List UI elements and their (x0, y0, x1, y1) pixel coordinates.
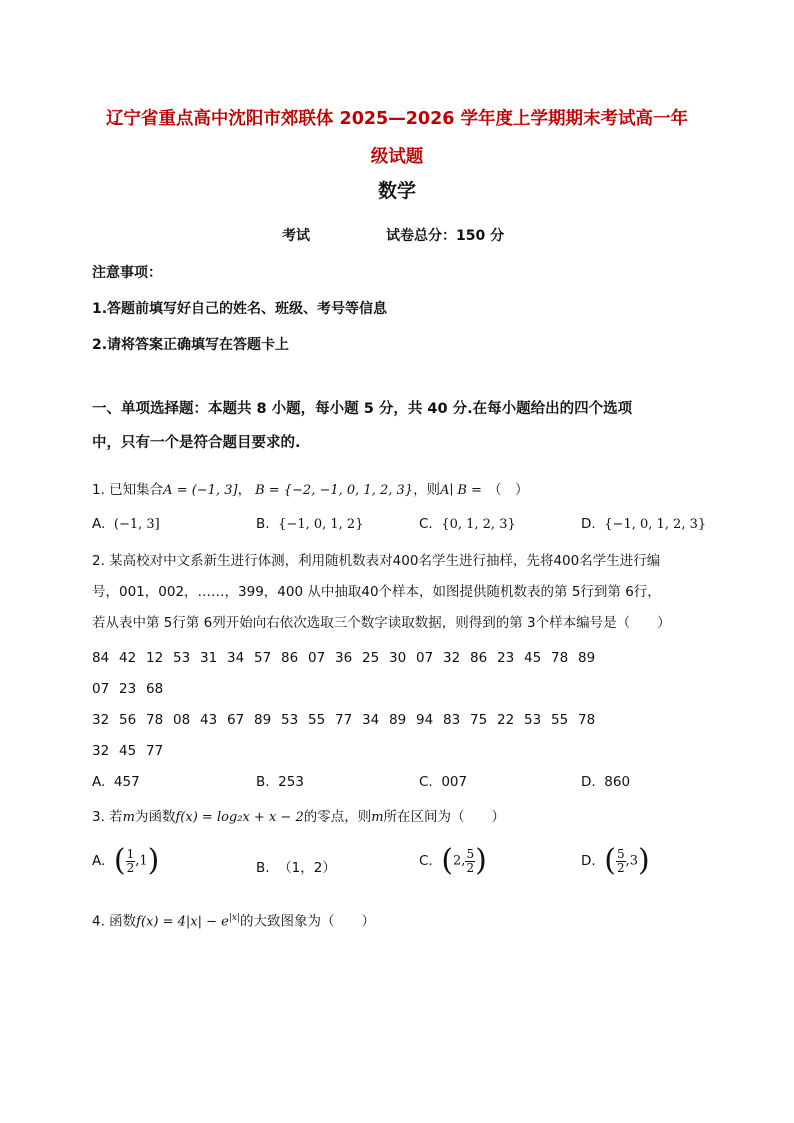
random-number-cell: 53 (281, 712, 299, 728)
q2-option-b (256, 774, 304, 790)
q4-function: f(x) = 4|x| − e (136, 914, 229, 930)
fraction: $\frac{1}{2}$ (126, 846, 135, 875)
random-number-cell: 75 (470, 712, 488, 728)
random-number-cell: 77 (146, 743, 164, 759)
random-number-cell: 07 (308, 650, 326, 666)
fraction: $\frac{5}{2}$ (466, 846, 475, 875)
random-number-cell: 53 (524, 712, 542, 728)
q2-line-3: 若从表中第 5行第 6列开始向右依次选取三个数字读取数据，则得到的第 3个样本编号是（ ） (92, 615, 671, 631)
q2-option-c (419, 774, 467, 790)
random-number-cell: 07 (416, 650, 434, 666)
random-number-cell: 89 (389, 712, 407, 728)
q3-options (92, 843, 702, 886)
question-3 (92, 802, 702, 833)
random-table-row-6b (92, 743, 712, 759)
q1-then: ，则 (413, 482, 441, 498)
q2-line-1: 2. 某高校对中文系新生进行体测，利用随机数表对400名学生进行抽样，先将400名学生进行编 (92, 553, 661, 569)
total-score: 试卷总分：150 分 (386, 228, 505, 244)
q2-line-2: 号，001，002，……，399，400 从中抽取40个样本，如图提供随机数表的第 5行到第 6行， (92, 584, 661, 600)
fraction: $\frac{5}{2}$ (617, 846, 625, 875)
option-label: B. (256, 774, 270, 790)
q1-set-a: A = (−1, 3] (163, 483, 238, 498)
q3-function: f(x) = log₂x + x − 2 (175, 810, 304, 825)
random-number-cell: 31 (200, 650, 218, 666)
random-number-cell: 78 (578, 712, 596, 728)
random-number-cell: 83 (443, 712, 461, 728)
random-number-cell: 32 (92, 712, 110, 728)
random-number-cell: 08 (173, 712, 191, 728)
q1-sep: ， (237, 482, 252, 498)
option-text: 253 (278, 774, 304, 790)
option-label: D. (581, 853, 596, 869)
random-number-cell: 22 (497, 712, 515, 728)
option-label: A. (92, 516, 106, 532)
q1-prefix: 1. 已知集合 (92, 482, 164, 498)
q2-option-a (92, 774, 140, 790)
random-number-cell: 12 (146, 650, 164, 666)
option-text: 457 (113, 774, 140, 790)
random-number-cell: 25 (362, 650, 380, 666)
title-line-2: 级试题 (370, 147, 424, 167)
option-text: (−1, 3] (113, 517, 160, 532)
random-number-cell: 42 (119, 650, 137, 666)
random-number-cell: 86 (281, 650, 299, 666)
option-label: B. (256, 860, 270, 876)
option-label: A. (92, 774, 106, 790)
option-label: B. (256, 516, 270, 532)
option-label: C. (419, 774, 433, 790)
paren-open: ( (604, 843, 616, 878)
random-number-cell: 36 (335, 650, 353, 666)
random-table-row-6a (92, 712, 712, 728)
option-text: {0, 1, 2, 3} (441, 517, 516, 532)
random-number-cell: 86 (470, 650, 488, 666)
random-number-cell: 55 (308, 712, 326, 728)
option-text: ,1 (135, 853, 148, 869)
random-number-cell: 68 (146, 681, 164, 697)
random-number-cell: 23 (119, 681, 137, 697)
option-label: D. (581, 774, 596, 790)
notes-item-1: 1.答题前填写好自己的姓名、班级、考号等信息 (92, 301, 388, 317)
option-label: A. (92, 853, 106, 869)
q1-option-b (256, 516, 363, 532)
random-number-cell: 53 (173, 650, 191, 666)
random-number-cell: 78 (551, 650, 569, 666)
q3-suffix-2: 所在区间为（ ） (383, 809, 506, 825)
q1-set-b: B = {−2, −1, 0, 1, 2, 3} (255, 483, 414, 498)
random-number-cell: 78 (146, 712, 164, 728)
paren-close: ) (638, 843, 650, 878)
random-number-cell: 45 (119, 743, 137, 759)
q4-prefix: 4. 函数 (92, 913, 137, 930)
option-text: 860 (604, 774, 631, 790)
q3-option-c (419, 843, 487, 878)
question-2 (92, 546, 702, 639)
q1-expr: A∣ B = (440, 483, 482, 498)
random-number-cell: 23 (497, 650, 515, 666)
q3-suffix-1: 的零点，则 (303, 809, 372, 825)
paren-close: ) (475, 843, 487, 878)
question-1 (92, 475, 702, 506)
random-number-cell: 34 (227, 650, 245, 666)
document-title (95, 100, 699, 176)
random-number-cell: 77 (335, 712, 353, 728)
option-text: ,3 (625, 853, 639, 869)
q3-m-2: m (371, 810, 384, 825)
random-number-cell: 94 (416, 712, 434, 728)
notes-item-2: 2.请将答案正确填写在答题卡上 (92, 337, 290, 353)
notes-heading: 注意事项： (92, 265, 162, 281)
section-line-1: 一、单项选择题：本题共 8 小题，每小题 5 分，共 40 分.在每小题给出的四个选项 (92, 401, 633, 417)
random-table-row-5b (92, 681, 712, 697)
option-label: C. (419, 516, 433, 532)
q4-exponent: |x| (228, 913, 240, 923)
random-number-cell: 43 (200, 712, 218, 728)
random-number-cell: 55 (551, 712, 569, 728)
q3-option-a (92, 843, 160, 878)
q3-prefix: 3. 若 (92, 809, 123, 825)
option-text: 007 (441, 774, 468, 790)
random-number-cell: 84 (92, 650, 110, 666)
question-4 (92, 903, 702, 938)
q3-option-b (256, 856, 336, 876)
random-number-cell: 32 (443, 650, 461, 666)
option-label: D. (581, 516, 596, 532)
random-number-cell: 45 (524, 650, 542, 666)
option-text: 2, (453, 853, 466, 869)
paren-close: ) (147, 843, 160, 878)
random-number-cell: 07 (92, 681, 110, 697)
random-number-cell: 89 (578, 650, 596, 666)
random-table-row-5a (92, 650, 712, 666)
random-number-cell: 67 (227, 712, 245, 728)
q2-option-d (581, 774, 630, 790)
random-number-cell: 56 (119, 712, 137, 728)
option-label: C. (419, 853, 433, 869)
option-text: （1，2） (278, 860, 336, 876)
option-text: {−1, 0, 1, 2} (278, 517, 364, 532)
q1-option-c (419, 516, 516, 532)
paren-open: ( (113, 843, 126, 878)
exam-label: 考试 (282, 228, 310, 244)
random-number-cell: 57 (254, 650, 272, 666)
section-heading (92, 392, 702, 460)
q1-option-a (92, 516, 160, 532)
q3-m: m (122, 810, 135, 825)
random-number-cell: 34 (362, 712, 380, 728)
random-number-cell: 32 (92, 743, 110, 759)
q1-option-d (581, 516, 706, 532)
q4-suffix: 的大致图象为（ ） (239, 913, 375, 930)
title-line-1: 辽宁省重点高中沈阳市郊联体 2025—2026 学年度上学期期末考试高一年 (105, 109, 689, 129)
q3-option-d (581, 843, 650, 878)
random-number-cell: 89 (254, 712, 272, 728)
paren-open: ( (441, 843, 454, 878)
q3-mid: 为函数 (135, 809, 176, 825)
section-line-2: 中，只有一个是符合题目要求的. (92, 435, 301, 451)
q1-paren: （ ） (487, 482, 529, 498)
random-number-cell: 30 (389, 650, 407, 666)
subject-heading: 数学 (377, 180, 416, 202)
option-text: {−1, 0, 1, 2, 3} (604, 517, 707, 532)
